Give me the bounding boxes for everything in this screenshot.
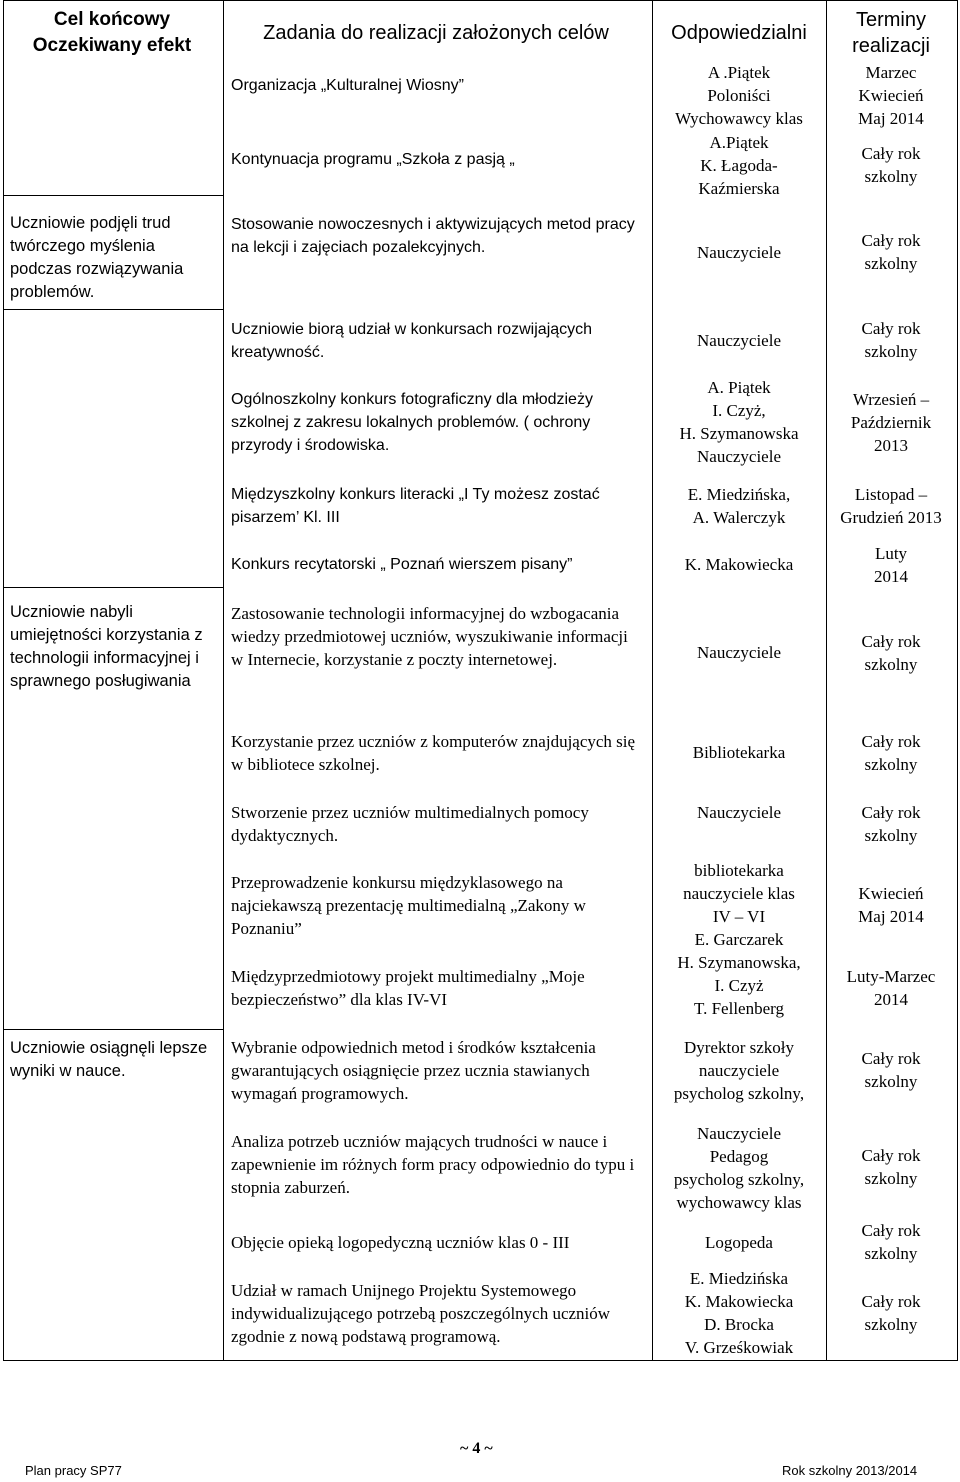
deadline-text: Listopad – Grudzień 2013 [840, 485, 942, 527]
responsible-text: Logopeda [705, 1233, 773, 1252]
task-text: Międzyszkolny konkurs literacki „I Ty możesz zostać pisarzem’ Kl. III [231, 486, 600, 526]
deadline-text: Cały rok szkolny [861, 632, 921, 674]
task-text: Przeprowadzenie konkursu międzyklasowego na najciekawszą prezentację multimedialną „Zakony w Poznaniu” [231, 873, 586, 938]
footer-left: Plan pracy SP77 [25, 1463, 122, 1478]
responsible-text: A .Piątek Poloniści Wychowawcy klas [675, 63, 803, 128]
effect-better-results: Uczniowie osiągnęli lepsze wyniki w nauce. [10, 1039, 208, 1080]
footer-right: Rok szkolny 2013/2014 [782, 1463, 918, 1478]
responsible-text: K. Makowiecka [684, 555, 794, 574]
task-text: Udział w ramach Unijnego Projektu Systemowego indywidualizującego potrzebą poszczególnych uczniów zgodnie z nową podstawą programową. [231, 1281, 611, 1346]
deadline-text: Cały rok szkolny [861, 1221, 921, 1263]
responsible-text: Bibliotekarka [692, 743, 786, 762]
task-text: Stosowanie nowoczesnych i aktywizujących metod pracy na lekcji i zajęciach pozalekcyjnych. [231, 216, 635, 256]
deadline-text: Cały rok szkolny [861, 144, 921, 186]
task-text: Międzyprzedmiotowy projekt multimedialny „Moje bezpieczeństwo” dla klas IV-VI [231, 967, 585, 1009]
task-text: Wybranie odpowiednich metod i środków kształcenia gwarantujących osiągnięcie przez ucznia stawianych wymagań programowych. [231, 1038, 596, 1103]
deadline-text: Cały rok szkolny [861, 319, 921, 361]
responsible-text: E. Miedzińska, A. Walerczyk [687, 485, 791, 527]
deadline-text: Cały rok szkolny [861, 803, 921, 845]
deadline-text: Wrzesień – Październik 2013 [850, 390, 932, 455]
effect-it-skills: Uczniowie nabyli umiejętności korzystania z technologii informacyjnej i sprawnego posługiwania [10, 603, 203, 690]
responsible-text: Nauczyciele [697, 243, 781, 262]
header-effect: Cel końcowy Oczekiwany efekt [32, 9, 192, 56]
page-number: ~ 4 ~ [460, 1440, 493, 1457]
task-text: Stworzenie przez uczniów multimedialnych pomocy dydaktycznych. [231, 803, 589, 845]
column-divider [223, 1, 224, 1360]
deadline-text: Cały rok szkolny [861, 1292, 921, 1334]
responsible-text: Nauczyciele [697, 803, 781, 822]
row-divider [4, 587, 223, 588]
deadline-text: Cały rok szkolny [861, 1049, 921, 1091]
responsible-text: bibliotekarka nauczyciele klas IV – VI E. Garczarek H. Szymanowska, I. Czyż T. Fellenberg [677, 861, 801, 1018]
deadline-text: Cały rok szkolny [861, 231, 921, 273]
task-text: Organizacja „Kulturalnej Wiosny” [231, 77, 464, 94]
deadline-text: Cały rok szkolny [861, 1146, 921, 1188]
deadline-text: Cały rok szkolny [861, 732, 921, 774]
task-text: Uczniowie biorą udział w konkursach rozwijających kreatywność. [231, 321, 593, 361]
responsible-text: A. Piątek I. Czyż, H. Szymanowska Nauczyciele [679, 378, 799, 466]
task-text: Analiza potrzeb uczniów mających trudności w nauce i zapewnienie im różnych form pracy odpowiednio do typu i stopnia zaburzeń. [231, 1132, 635, 1197]
effect-creative-thinking: Uczniowie podjęli trud twórczego myślenia podczas rozwiązywania problemów. [10, 214, 184, 301]
row-divider [4, 195, 223, 196]
task-text: Kontynuacja programu „Szkoła z pasją „ [231, 151, 515, 168]
task-text: Konkurs recytatorski „ Poznań wierszem pisany” [231, 556, 573, 573]
deadline-text: Marzec Kwiecień Maj 2014 [858, 63, 924, 128]
header-tasks: Zadania do realizacji założonych celów [263, 22, 609, 44]
task-text: Zastosowanie technologii informacyjnej do wzbogacania wiedzy przedmiotowej uczniów, wyszukiwanie informacji w Internecie, korzystanie z poczty internetowej. [231, 604, 628, 669]
deadline-text: Luty-Marzec 2014 [846, 967, 936, 1009]
header-responsible: Odpowiedzialni [671, 22, 807, 44]
responsible-text: Nauczyciele [697, 331, 781, 350]
row-divider [4, 309, 223, 310]
responsible-text: Dyrektor szkoły nauczyciele psycholog szkolny, [673, 1038, 805, 1103]
task-text: Objęcie opieką logopedyczną uczniów klas 0 - III [231, 1233, 570, 1252]
responsible-text: E. Miedzińska K. Makowiecka D. Brocka V. Grześkowiak [684, 1269, 794, 1357]
row-divider [4, 1029, 223, 1030]
task-text: Korzystanie przez uczniów z komputerów znajdujących się w bibliotece szkolnej. [231, 732, 636, 774]
responsible-text: Nauczyciele Pedagog psycholog szkolny, wychowawcy klas [673, 1124, 805, 1212]
deadline-text: Kwiecień Maj 2014 [858, 884, 924, 926]
header-deadlines: Terminy realizacji [852, 9, 930, 57]
task-text: Ogólnoszkolny konkurs fotograficzny dla młodzieży szkolnej z zakresu lokalnych problemów. ( ochrony przyrody i środowiska. [231, 391, 593, 454]
deadline-text: Luty 2014 [874, 544, 908, 586]
responsible-text: Nauczyciele [697, 643, 781, 662]
responsible-text: A.Piątek K. Łagoda- Kaźmierska [698, 133, 780, 198]
